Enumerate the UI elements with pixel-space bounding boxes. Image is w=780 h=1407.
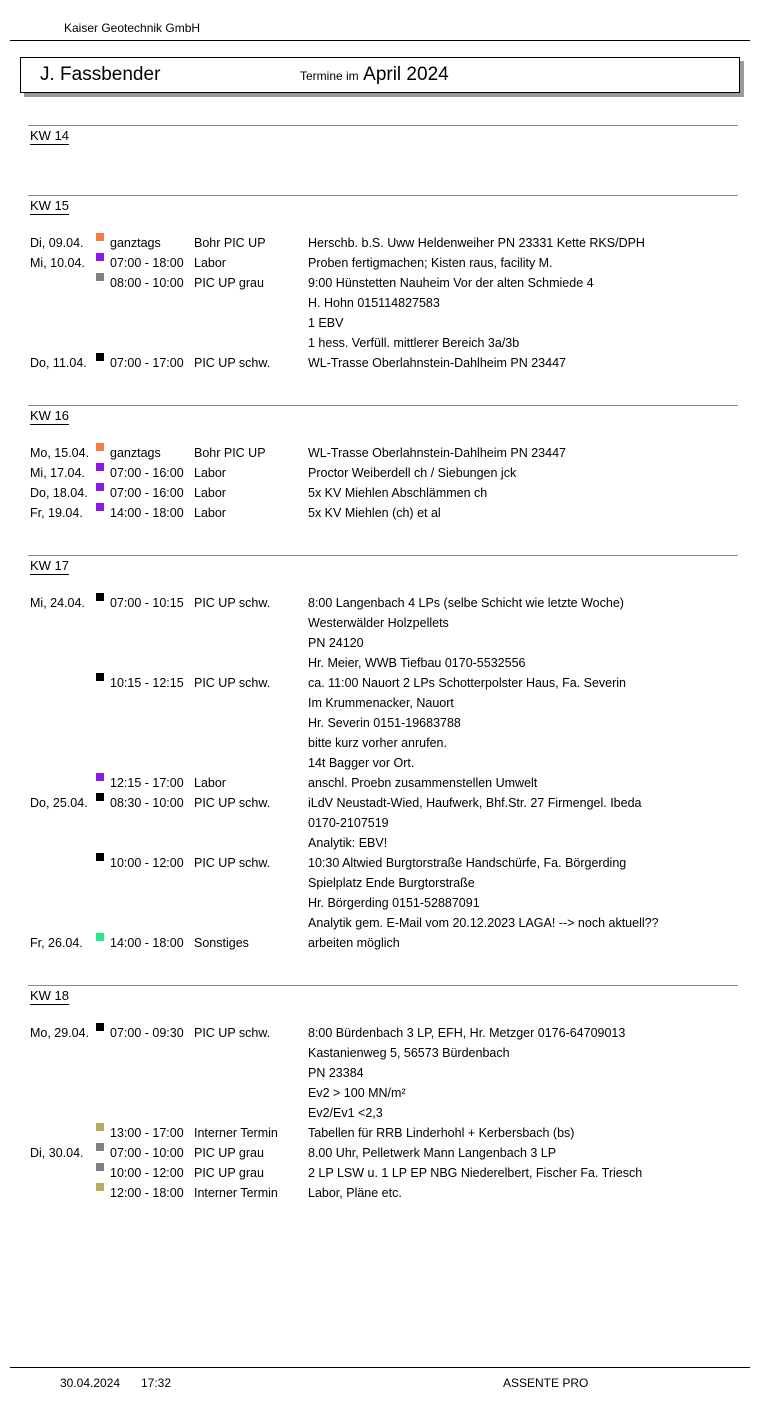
appointment-description: Westerwälder Holzpellets [308,616,449,630]
week-label: KW 14 [30,128,70,143]
appointment-day: Di, 09.04. [30,236,84,250]
appointment-time: 07:00 - 16:00 [110,466,184,480]
appointment-category: Labor [194,776,226,790]
appointment-description: 10:30 Altwied Burgtorstraße Handschürfe, Fa. Börgerding [308,856,627,870]
category-color-marker [96,503,104,511]
month-heading [300,64,449,86]
appointment-category: Interner Termin [194,1186,278,1200]
appointment-row [0,233,780,253]
category-color-marker [96,1163,104,1171]
calendar-list [0,117,780,1227]
appointment-time: 12:15 - 17:00 [110,776,184,790]
appointment-row [0,873,780,893]
week-divider [28,195,738,196]
appointment-description: WL-Trasse Oberlahnstein-Dahlheim PN 23447 [308,446,566,460]
appointment-category: PIC UP schw. [194,1026,271,1040]
appointment-row [0,333,780,353]
appointment-description: Labor, Pläne etc. [308,1186,402,1200]
appointment-description: 1 EBV [308,316,344,330]
week-label: KW 18 [30,988,70,1003]
appointment-row [0,503,780,523]
appointment-time: 14:00 - 18:00 [110,506,184,520]
appointment-description: WL-Trasse Oberlahnstein-Dahlheim PN 23447 [308,356,566,370]
week-label: KW 16 [30,408,70,423]
appointment-category: Bohr PIC UP [194,446,266,460]
appointment-day: Do, 11.04. [30,356,87,370]
appointment-category: PIC UP grau [194,1166,264,1180]
appointment-time: 13:00 - 17:00 [110,1126,184,1140]
appointment-category: PIC UP grau [194,1146,264,1160]
category-color-marker [96,773,104,781]
week-header [0,977,780,1023]
appointment-day: Mi, 24.04. [30,596,85,610]
appointment-description: Hr. Börgerding 0151-52887091 [308,896,480,910]
appointment-day: Mi, 10.04. [30,256,85,270]
appointment-row [0,313,780,333]
appointment-time: 07:00 - 18:00 [110,256,184,270]
appointment-description: Proben fertigmachen; Kisten raus, facility M. [308,256,553,270]
appointment-row [0,773,780,793]
appointment-category: Labor [194,506,226,520]
appointment-row [0,1123,780,1143]
title-box [20,57,740,93]
month-label: April 2024 [363,64,449,85]
footer-divider [10,1367,750,1368]
appointment-time: 12:00 - 18:00 [110,1186,184,1200]
header-divider [10,40,750,41]
week-section [0,397,780,547]
appointment-description: ca. 11:00 Nauort 2 LPs Schotterpolster Haus, Fa. Severin [308,676,626,690]
week-label: KW 15 [30,198,70,213]
appointment-description: 2 LP LSW u. 1 LP EP NBG Niederelbert, Fischer Fa. Triesch [308,1166,643,1180]
appointment-row [0,1163,780,1183]
appointment-row [0,443,780,463]
footer-time: 17:32 [141,1376,172,1390]
appointment-day: Do, 25.04. [30,796,88,810]
appointment-time: 07:00 - 17:00 [110,356,184,370]
appointment-time: 07:00 - 09:30 [110,1026,184,1040]
appointment-category: PIC UP grau [194,276,264,290]
category-color-marker [96,273,104,281]
appointment-time: 10:00 - 12:00 [110,1166,184,1180]
appointment-category: Interner Termin [194,1126,278,1140]
appointment-time: 10:15 - 12:15 [110,676,184,690]
appointment-day: Do, 18.04. [30,486,88,500]
category-color-marker [96,463,104,471]
appointment-row [0,253,780,273]
appointment-row [0,893,780,913]
appointment-description: 5x KV Miehlen Abschlämmen ch [308,486,488,500]
appointment-description: anschl. Proebn zusammenstellen Umwelt [308,776,538,790]
appointment-row [0,753,780,773]
appointment-category: PIC UP schw. [194,356,271,370]
appointment-day: Fr, 19.04. [30,506,83,520]
appointment-row [0,833,780,853]
appointment-description: Analytik gem. E-Mail vom 20.12.2023 LAGA! --> noch aktuell?? [308,916,659,930]
week-header [0,117,780,163]
appointment-description: Kastanienweg 5, 56573 Bürdenbach [308,1046,510,1060]
appointment-time: 14:00 - 18:00 [110,936,184,950]
appointment-category: PIC UP schw. [194,676,271,690]
appointment-day: Fr, 26.04. [30,936,83,950]
week-divider [28,555,738,556]
appointment-row [0,1043,780,1063]
category-color-marker [96,853,104,861]
category-color-marker [96,1143,104,1151]
termine-label: Termine im [300,69,359,83]
week-header [0,187,780,233]
week-header [0,547,780,593]
appointment-row [0,733,780,753]
week-label: KW 17 [30,558,70,573]
appointment-description: Im Krummenacker, Nauort [308,696,454,710]
appointment-description: Proctor Weiberdell ch / Siebungen jck [308,466,517,480]
category-color-marker [96,233,104,241]
appointment-row [0,463,780,483]
appointment-time: 10:00 - 12:00 [110,856,184,870]
appointment-category: Bohr PIC UP [194,236,266,250]
week-divider [28,405,738,406]
appointment-description: Analytik: EBV! [308,836,388,850]
category-color-marker [96,483,104,491]
appointment-category: PIC UP schw. [194,796,271,810]
appointment-row [0,613,780,633]
appointment-description: Ev2 > 100 MN/m² [308,1086,406,1100]
week-section [0,977,780,1227]
week-section [0,547,780,977]
person-name: J. Fassbender [40,64,161,85]
appointment-row [0,273,780,293]
appointment-row [0,713,780,733]
appointment-description: H. Hohn 015114827583 [308,296,440,310]
appointment-row [0,653,780,673]
appointment-description: 5x KV Miehlen (ch) et al [308,506,441,520]
appointment-row [0,633,780,653]
appointment-time: ganztags [110,446,161,460]
appointment-day: Mo, 15.04. [30,446,90,460]
category-color-marker [96,593,104,601]
appointment-time: 07:00 - 16:00 [110,486,184,500]
appointment-description: iLdV Neustadt-Wied, Haufwerk, Bhf.Str. 27 Firmengel. Ibeda [308,796,642,810]
appointment-day: Mo, 29.04. [30,1026,90,1040]
appointment-category: PIC UP schw. [194,596,271,610]
footer-date: 30.04.2024 [60,1376,121,1390]
appointment-description: PN 24120 [308,636,364,650]
appointment-description: bitte kurz vorher anrufen. [308,736,447,750]
appointment-time: 08:00 - 10:00 [110,276,184,290]
week-section [0,187,780,397]
appointment-description: 14t Bagger vor Ort. [308,756,415,770]
appointment-day: Di, 30.04. [30,1146,84,1160]
category-color-marker [96,443,104,451]
category-color-marker [96,673,104,681]
appointment-description: arbeiten möglich [308,936,400,950]
appointment-row [0,913,780,933]
appointment-row [0,353,780,373]
appointment-row [0,1083,780,1103]
appointment-category: Labor [194,466,226,480]
week-divider [28,125,738,126]
appointment-row [0,1023,780,1043]
appointment-row [0,693,780,713]
appointment-category: Labor [194,486,226,500]
appointment-description: 8.00 Uhr, Pelletwerk Mann Langenbach 3 LP [308,1146,557,1160]
appointment-row [0,1143,780,1163]
appointment-row [0,593,780,613]
category-color-marker [96,1183,104,1191]
company-name: Kaiser Geotechnik GmbH [64,21,201,35]
appointment-row [0,793,780,813]
appointment-category: PIC UP schw. [194,856,271,870]
appointment-day: Mi, 17.04. [30,466,85,480]
appointment-time: ganztags [110,236,161,250]
appointment-row [0,673,780,693]
appointment-row [0,1183,780,1203]
category-color-marker [96,1123,104,1131]
appointment-description: Tabellen für RRB Linderhohl + Kerbersbach (bs) [308,1126,575,1140]
appointment-description: 8:00 Bürdenbach 3 LP, EFH, Hr. Metzger 0176-64709013 [308,1026,626,1040]
appointment-row [0,1103,780,1123]
appointment-description: Herschb. b.S. Uww Heldenweiher PN 23331 Kette RKS/DPH [308,236,645,250]
appointment-description: 8:00 Langenbach 4 LPs (selbe Schicht wie letzte Woche) [308,596,624,610]
appointment-description: 1 hess. Verfüll. mittlerer Bereich 3a/3b [308,336,520,350]
appointment-row [0,853,780,873]
category-color-marker [96,353,104,361]
appointment-row [0,293,780,313]
week-section [0,117,780,187]
category-color-marker [96,793,104,801]
appointment-row [0,813,780,833]
appointment-row [0,933,780,953]
week-divider [28,985,738,986]
appointment-description: Ev2/Ev1 <2,3 [308,1106,383,1120]
footer-app-name: ASSENTE PRO [503,1376,589,1390]
appointment-category: Labor [194,256,226,270]
week-header [0,397,780,443]
appointment-time: 07:00 - 10:00 [110,1146,184,1160]
appointment-row [0,483,780,503]
appointment-row [0,1063,780,1083]
category-color-marker [96,1023,104,1031]
appointment-description: 0170-2107519 [308,816,389,830]
appointment-description: Hr. Severin 0151-19683788 [308,716,461,730]
appointment-time: 08:30 - 10:00 [110,796,184,810]
category-color-marker [96,253,104,261]
appointment-description: PN 23384 [308,1066,364,1080]
appointment-category: Sonstiges [194,936,249,950]
category-color-marker [96,933,104,941]
appointment-description: Hr. Meier, WWB Tiefbau 0170-5532556 [308,656,526,670]
appointment-description: Spielplatz Ende Burgtorstraße [308,876,475,890]
appointment-description: 9:00 Hünstetten Nauheim Vor der alten Schmiede 4 [308,276,594,290]
appointment-time: 07:00 - 10:15 [110,596,184,610]
